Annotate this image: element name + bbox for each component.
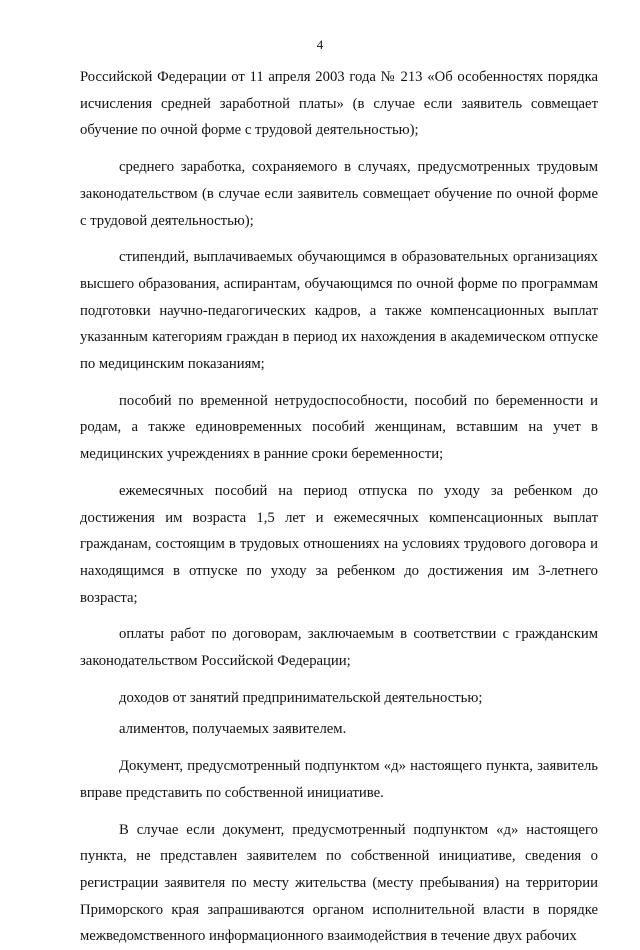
paragraph-continuation: Российской Федерации от 11 апреля 2003 года № 213 «Об особенностях порядка исчисления средней заработной платы» (в случае если заявитель совмещает обучение по очной форме с трудовой деятельностью); <box>80 69 598 139</box>
paragraph-document-own-initiative: Документ, предусмотренный подпунктом «д» настоящего пункта, заявитель вправе представить по собственной инициативе. <box>80 758 598 801</box>
paragraph-childcare-benefits: ежемесячных пособий на период отпуска по уходу за ребенком до достижения им возраста 1,5 лет и ежемесячных компенсационных выплат гражданам, состоящим в трудовых отношениях на условиях трудового договора и находящимся в отпуске по уходу за ребенком до достижения им 3-летнего возраста; <box>80 482 598 606</box>
paragraph-average-earnings: среднего заработка, сохраняемого в случаях, предусмотренных трудовым законодательством (в случае если заявитель совмещает обучение по очной форме с трудовой деятельностью); <box>80 159 598 229</box>
paragraph-alimony: алиментов, получаемых заявителем. <box>119 721 347 738</box>
paragraph-stipends: стипендий, выплачиваемых обучающимся в образовательных организациях высшего образования, аспирантам, обучающимся по очной форме по программам подготовки научно-педагогических кадров, а также компенсационных выплат указанным категориям граждан в период их нахождения в академическом отпуске по медицинским показаниям; <box>80 249 598 373</box>
page-number: 4 <box>316 37 324 52</box>
paragraph-interagency-request: В случае если документ, предусмотренный подпунктом «д» настоящего пункта, не представлен заявителем по собственной инициативе, сведения о регистрации заявителя по месту жительства (месту пребывания) на территории Приморского края запрашиваются органом исполнительной власти в порядке межведомственного информационного взаимодействия в течение двух рабочих <box>80 821 598 945</box>
paragraph-business-income: доходов от занятий предпринимательской деятельностью; <box>119 689 483 706</box>
paragraph-sickness-benefits: пособий по временной нетрудоспособности, пособий по беременности и родам, а также единовременных пособий женщинам, вставшим на учет в медицинских учреждениях в ранние сроки беременности; <box>80 392 598 463</box>
document-body <box>80 64 598 950</box>
paragraph-contract-payments: оплаты работ по договорам, заключаемым в соответствии с гражданским законодательством Российской Федерации; <box>80 626 598 670</box>
